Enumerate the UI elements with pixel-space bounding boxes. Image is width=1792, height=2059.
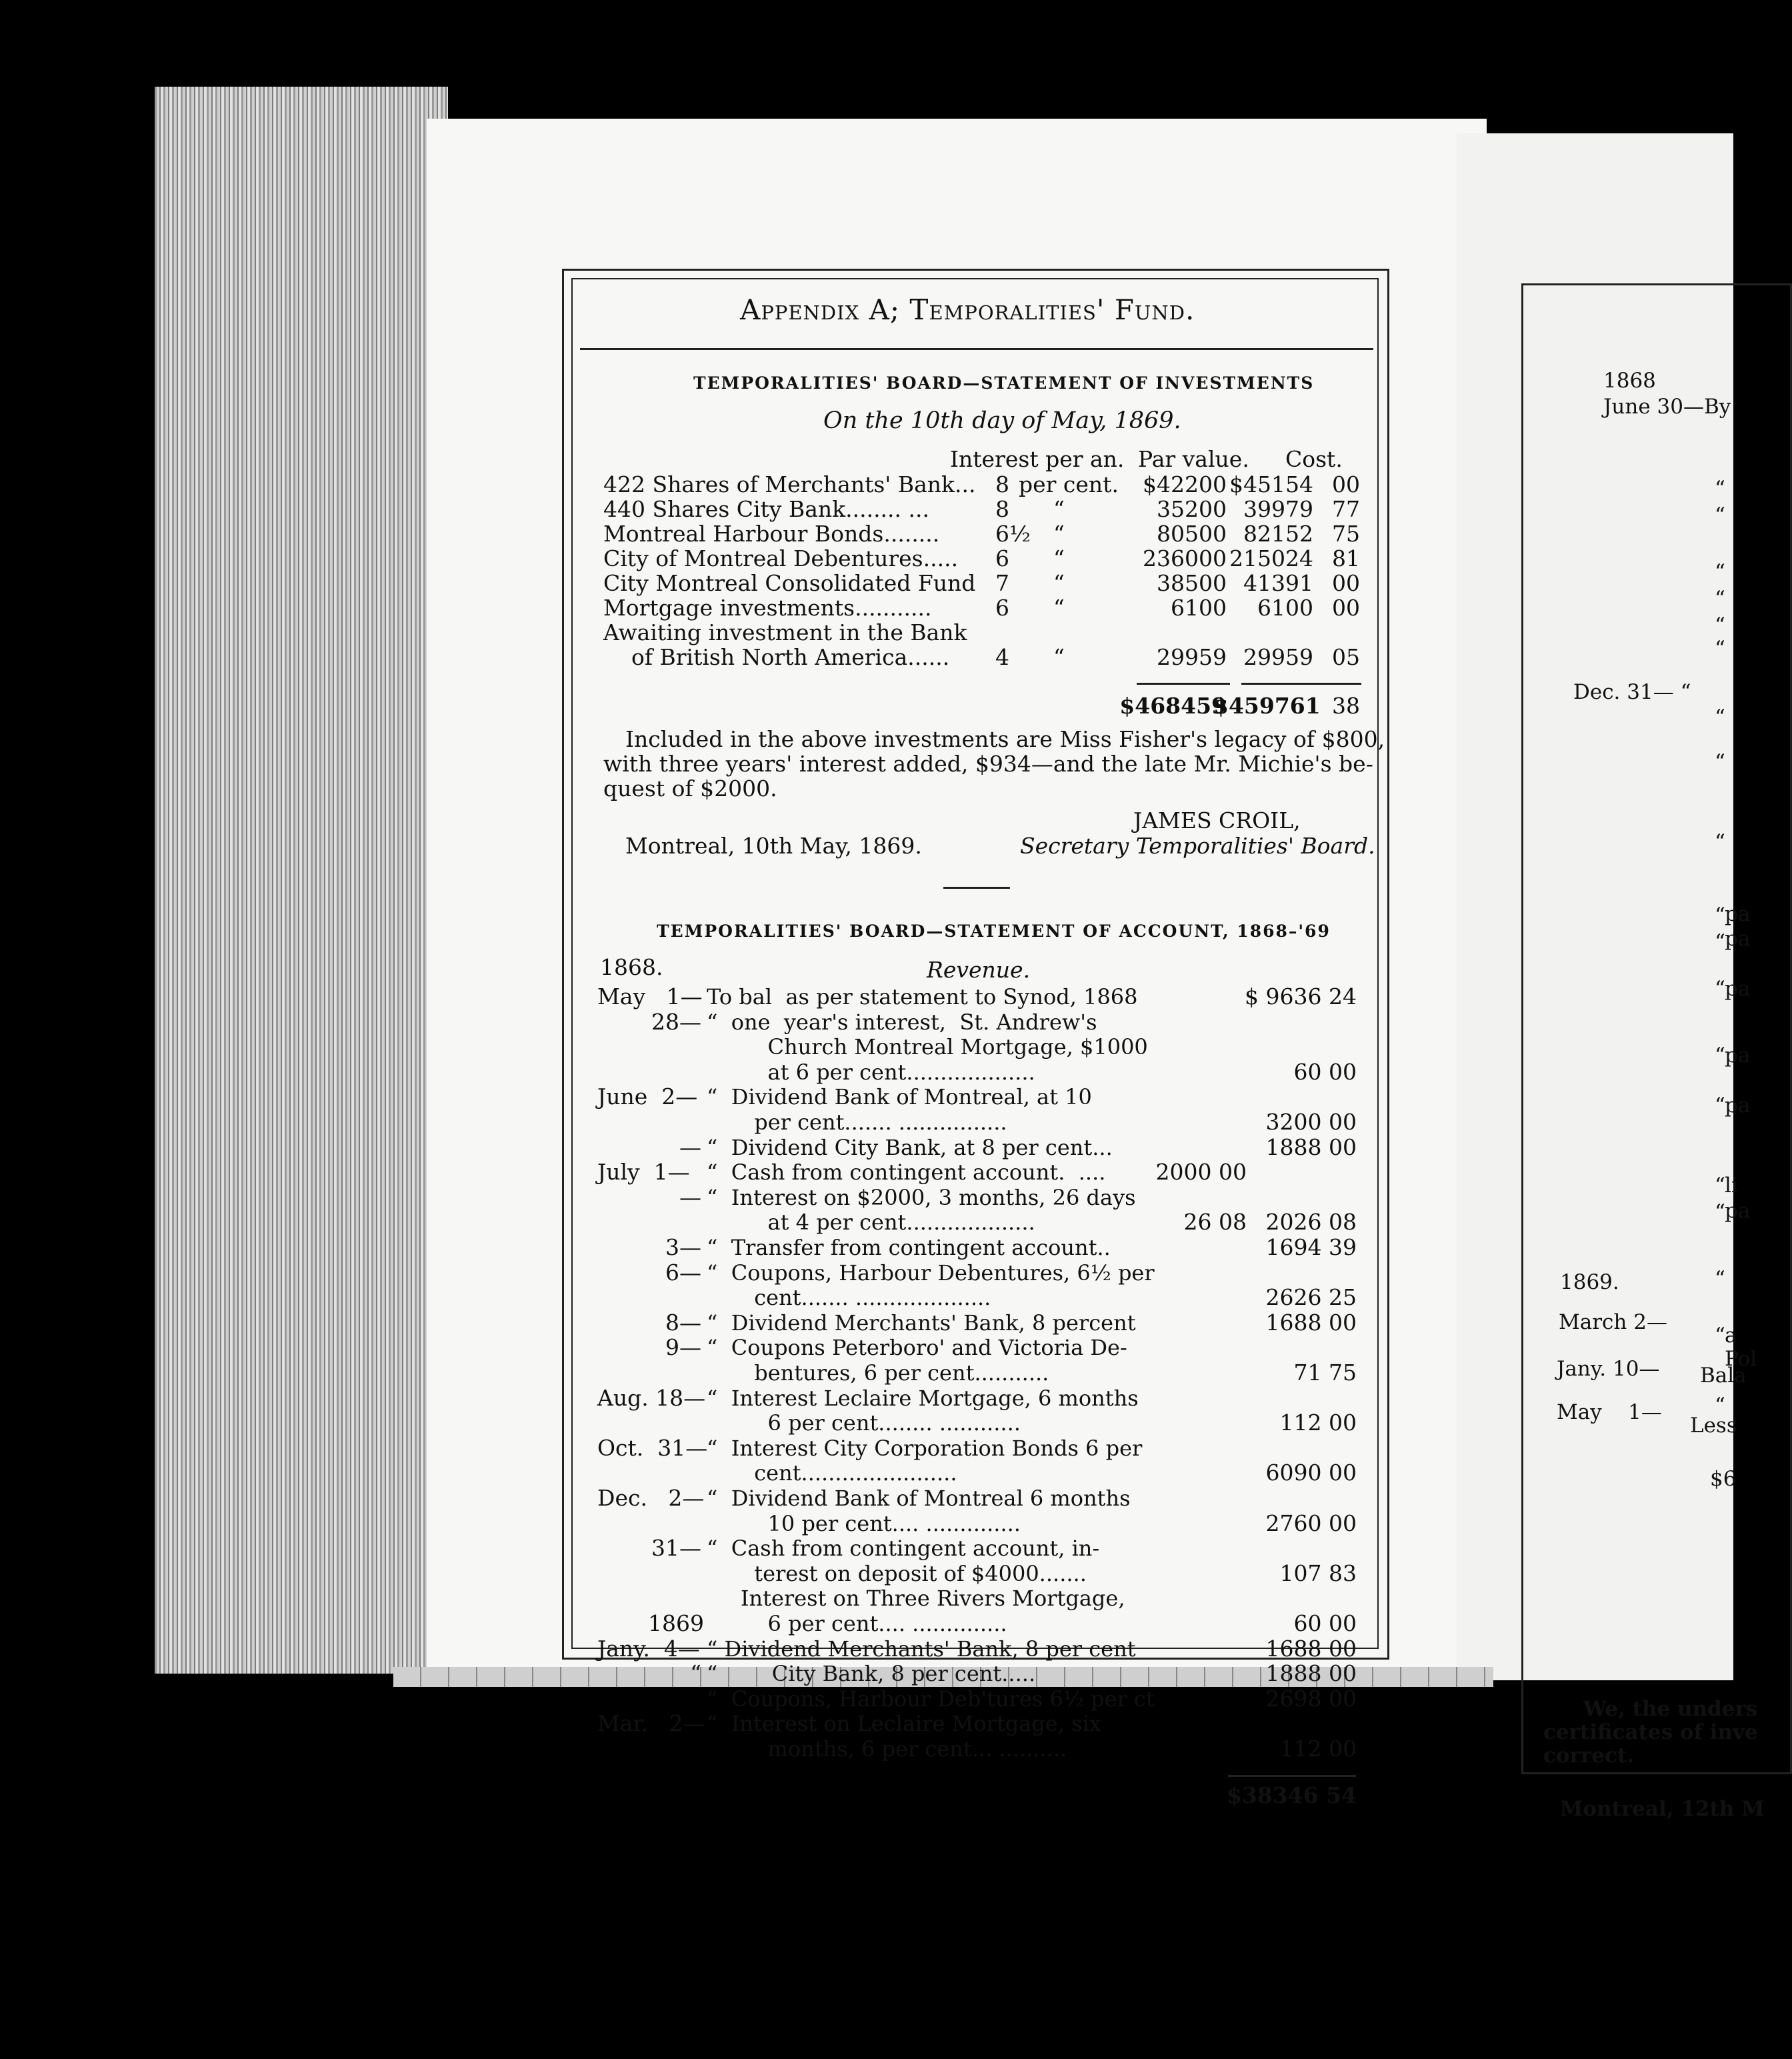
cost-total-rule (1241, 683, 1361, 685)
header-interest: Interest per an. (950, 446, 1125, 472)
account-date: 8— (665, 1309, 701, 1336)
investments-title: TEMPORALITIES' BOARD—STATEMENT OF INVESTMENTS (693, 373, 1315, 393)
account-date: 28— (651, 1008, 701, 1035)
account-date: “ (690, 1660, 701, 1687)
right-ditto-mark: “ (1715, 587, 1725, 611)
account-date: 9— (665, 1334, 701, 1361)
note-line-3: quest of $2000. (603, 775, 777, 801)
account-amount: 2026 08 (1265, 1209, 1357, 1236)
account-entry: 10 per cent.... .............. (707, 1510, 1021, 1536)
account-amount: 112 00 (1279, 1410, 1357, 1436)
investments-date: On the 10th day of May, 1869. (823, 407, 1181, 434)
investment-rate-unit: per cent. (1019, 471, 1119, 497)
account-entry: cent....... .................... (707, 1285, 991, 1311)
place-date: Montreal, 10th May, 1869. (625, 833, 922, 859)
right-ditto-mark: “ (1715, 1094, 1725, 1118)
right-ditto-mark: “ (1715, 1174, 1725, 1198)
investment-name: 422 Shares of Merchants' Bank... (603, 471, 976, 497)
right-ditto-mark: “ (1715, 613, 1725, 637)
account-entry: bentures, 6 per cent........... (707, 1360, 1049, 1386)
note-line-1: Included in the above investments are Miss Fisher's legacy of $800, (625, 726, 1385, 752)
account-entry: “ Cash from contingent account, in- (707, 1536, 1100, 1562)
investment-cost-cents: 00 (1332, 595, 1360, 621)
right-ditto-mark: “ (1715, 705, 1725, 729)
account-entry: “ Coupons Peterboro' and Victoria De- (707, 1335, 1127, 1361)
account-inner-amount: 2000 00 (1155, 1159, 1247, 1186)
right-first-entry: June 30—By (1603, 395, 1731, 419)
investment-rate: 6½ (995, 521, 1031, 547)
investment-cost-cents: 81 (1332, 545, 1360, 571)
account-date: — (679, 1184, 701, 1210)
account-title: TEMPORALITIES' BOARD—STATEMENT OF ACCOUNT, 1868–'69 (657, 921, 1331, 941)
section-divider (943, 887, 1010, 889)
right-fragment: pa (1725, 977, 1751, 1001)
right-ditto-mark: Dec. 31— “ (1573, 680, 1691, 704)
account-entry: “ Interest Leclaire Mortgage, 6 months (707, 1385, 1139, 1411)
account-amount: 60 00 (1293, 1610, 1357, 1636)
account-entry: Interest on Three Rivers Mortgage, (707, 1586, 1125, 1612)
investment-cost: 6100 (1257, 595, 1313, 621)
right-ditto-mark: “ (1715, 903, 1725, 927)
right-ditto-mark: “ (1715, 637, 1725, 661)
account-amount: 1888 00 (1265, 1134, 1357, 1160)
investment-par: 6100 (1171, 595, 1227, 621)
right-ditto-mark: “ (1715, 977, 1725, 1001)
account-entry: Church Montreal Mortgage, $1000 (707, 1034, 1148, 1060)
investment-cost: 215024 (1229, 545, 1313, 571)
investment-rate: 4 (995, 644, 1009, 670)
right-ditto-mark: “ (1715, 930, 1725, 954)
investment-name: City of Montreal Debentures..... (603, 545, 959, 571)
account-entry: “ Dividend City Bank, at 8 per cent... (707, 1134, 1113, 1160)
investment-cost-cents: 77 (1332, 496, 1360, 522)
right-ditto-mark: “ (1715, 503, 1725, 527)
investment-name: Awaiting investment in the Bank (603, 619, 967, 645)
account-date: 3— (665, 1234, 701, 1260)
right-ditto-mark: “ (1715, 750, 1725, 774)
investment-rate-unit: “ (1053, 570, 1065, 596)
account-total: $38346 54 (1226, 1782, 1357, 1808)
investment-rate-unit: “ (1053, 496, 1065, 522)
account-entry: per cent....... ................ (707, 1110, 1007, 1135)
right-ditto-mark: “ (1715, 1044, 1725, 1068)
revenue-label: Revenue. (927, 957, 1031, 983)
account-date: July 1— (597, 1159, 690, 1186)
account-amount: 6090 00 (1265, 1460, 1357, 1486)
note-line-2: with three years' interest added, $934—and the late Mr. Michie's be- (603, 751, 1373, 777)
investment-par: 38500 (1157, 570, 1227, 596)
account-date: Oct. 31— (597, 1434, 708, 1461)
account-amount: 1694 39 (1265, 1234, 1357, 1260)
right-fragment: $6 (1710, 1467, 1737, 1491)
signatory-name: JAMES CROIL, (1133, 807, 1301, 833)
investment-cost: 82152 (1243, 521, 1313, 547)
heading-rule (580, 348, 1373, 350)
right-ditto-mark: “ (1715, 1394, 1725, 1418)
right-footer-line: We, the unders (1583, 1697, 1758, 1721)
right-fragment: Pol (1725, 1347, 1757, 1371)
right-ditto-mark: “ (1715, 477, 1725, 501)
account-entry: “ Interest on $2000, 3 months, 26 days (707, 1184, 1136, 1210)
right-ditto-mark: “ (1715, 1324, 1725, 1348)
investment-rate: 8 (995, 496, 1009, 522)
right-ditto-mark: “ (1715, 1200, 1725, 1224)
account-date: Aug. 18— (597, 1384, 706, 1411)
account-amount: 3200 00 (1265, 1109, 1357, 1135)
investment-par: $42200 (1143, 471, 1227, 497)
account-entry: “ Coupons, Harbour Deb'tures 6½ per ct (707, 1686, 1155, 1712)
investment-name: Montreal Harbour Bonds........ (603, 521, 940, 547)
right-fragment: pa (1725, 1044, 1751, 1068)
investment-rate-unit: “ (1053, 545, 1065, 571)
account-amount: 2698 00 (1265, 1685, 1357, 1712)
right-fragment: li (1725, 1174, 1738, 1198)
account-amount: 107 83 (1279, 1560, 1357, 1586)
account-total-rule (1228, 1775, 1356, 1777)
right-year-1869: 1869. (1560, 1270, 1619, 1294)
investment-rate-unit: “ (1053, 521, 1065, 547)
account-amount: $ 9636 24 (1245, 983, 1357, 1009)
investment-rate: 6 (995, 545, 1009, 571)
account-entry: cent....................... (707, 1460, 957, 1486)
right-date: March 2— (1559, 1310, 1667, 1334)
total-cost: $459761 (1213, 693, 1321, 719)
header-par: Par value. (1138, 446, 1249, 472)
investment-par: 35200 (1157, 496, 1227, 522)
account-entry: “ Dividend Merchants' Bank, 8 per cent (707, 1636, 1136, 1662)
right-fragment: Bala (1700, 1364, 1747, 1388)
investment-rate: 6 (995, 595, 1009, 621)
right-frame-outer (1521, 283, 1792, 1774)
account-entry: “ Dividend Bank of Montreal, at 10 (707, 1084, 1092, 1110)
account-date: — (679, 1134, 701, 1160)
investment-cost-cents: 75 (1332, 521, 1360, 547)
right-fragment: pa (1725, 902, 1751, 926)
investment-par: 29959 (1157, 644, 1227, 670)
right-footer-line: correct. (1543, 1744, 1634, 1768)
account-date: June 2— (597, 1084, 698, 1110)
account-date: May 1— (597, 983, 703, 1009)
right-fragment: pa (1725, 1094, 1751, 1118)
right-fragment: a (1725, 1324, 1737, 1348)
account-amount: 1688 00 (1265, 1309, 1357, 1336)
account-entry: “ Transfer from contingent account.. (707, 1235, 1111, 1260)
account-entry: terest on deposit of $4000....... (707, 1560, 1087, 1586)
right-fragment: Less (1690, 1414, 1737, 1438)
investment-rate-unit: “ (1053, 644, 1065, 670)
account-entry: 6 per cent.... .............. (707, 1611, 1007, 1636)
right-footer-line: certificates of inve (1543, 1720, 1758, 1744)
investment-rate-unit: “ (1053, 595, 1065, 621)
investment-name: Mortgage investments........... (603, 595, 932, 621)
account-amount: 1888 00 (1265, 1660, 1357, 1687)
right-year: 1868 (1603, 369, 1656, 393)
total-cost-cents: 38 (1332, 693, 1360, 719)
header-cost: Cost. (1285, 446, 1343, 472)
signatory-title: Secretary Temporalities' Board. (1020, 833, 1375, 859)
account-entry: “ Dividend Bank of Montreal 6 months (707, 1486, 1131, 1511)
investment-rate: 7 (995, 570, 1009, 596)
account-entry: at 4 per cent................... (707, 1210, 1035, 1236)
book-page-edges (155, 87, 448, 1674)
account-entry: “ Coupons, Harbour Debentures, 6½ per (707, 1260, 1155, 1286)
right-ditto-mark: “ (1715, 560, 1725, 584)
par-total-rule (1137, 683, 1230, 685)
account-date: 31— (651, 1535, 701, 1562)
right-footer-place: Montreal, 12th M (1560, 1797, 1765, 1821)
account-inner-amount: 26 08 (1183, 1209, 1247, 1236)
investment-name: City Montreal Consolidated Fund (603, 570, 976, 596)
account-amount: 71 75 (1293, 1360, 1357, 1386)
account-amount: 60 00 (1293, 1058, 1357, 1085)
total-par: $468459 (1119, 693, 1227, 719)
account-date: Jany. 4— (597, 1635, 700, 1662)
right-ditto-mark: “ (1715, 1267, 1725, 1291)
account-entry: “ City Bank, 8 per cent..... (707, 1661, 1036, 1687)
account-entry: “ one year's interest, St. Andrew's (707, 1009, 1097, 1035)
account-entry: “ Interest on Leclaire Mortgage, six (707, 1711, 1101, 1737)
investment-par: 80500 (1157, 521, 1227, 547)
investment-cost-cents: 00 (1332, 570, 1360, 596)
account-entry: 6 per cent........ ............ (707, 1410, 1021, 1436)
account-entry: “ Cash from contingent account. .... (707, 1160, 1106, 1186)
account-date: 1869 (648, 1610, 704, 1636)
right-ditto-mark: “ (1715, 830, 1725, 854)
right-date: Jany. 10— (1557, 1357, 1660, 1381)
account-date: Dec. 2— (597, 1485, 705, 1511)
investment-cost: 29959 (1243, 644, 1313, 670)
account-entry: “ Interest City Corporation Bonds 6 per (707, 1435, 1143, 1461)
page-heading: Appendix A; Temporalities' Fund. (740, 293, 1195, 326)
investment-cost: 41391 (1243, 570, 1313, 596)
account-date: Mar. 2— (597, 1710, 705, 1737)
account-amount: 112 00 (1279, 1736, 1357, 1762)
account-amount: 1688 00 (1265, 1635, 1357, 1662)
account-entry: To bal as per statement to Synod, 1868 (707, 984, 1138, 1009)
account-amount: 2626 25 (1265, 1284, 1357, 1311)
account-entry: months, 6 per cent... .......... (707, 1736, 1067, 1762)
investment-name: of British North America...... (603, 644, 950, 670)
investment-rate: 8 (995, 471, 1009, 497)
investment-cost-cents: 05 (1332, 644, 1360, 670)
account-entry: “ Dividend Merchants' Bank, 8 percent (707, 1310, 1136, 1336)
right-fragment: pa (1725, 1199, 1751, 1223)
account-entry: at 6 per cent................... (707, 1059, 1035, 1085)
investment-par: 236000 (1143, 545, 1227, 571)
right-date: May 1— (1557, 1400, 1662, 1424)
investment-cost: 39979 (1243, 496, 1313, 522)
investment-cost-cents: 00 (1332, 471, 1360, 497)
account-year: 1868. (600, 954, 663, 980)
investment-cost: $45154 (1229, 471, 1313, 497)
account-amount: 2760 00 (1265, 1510, 1357, 1536)
account-date: 6— (665, 1259, 701, 1286)
right-fragment: pa (1725, 927, 1751, 951)
investment-name: 440 Shares City Bank........ ... (603, 496, 929, 522)
